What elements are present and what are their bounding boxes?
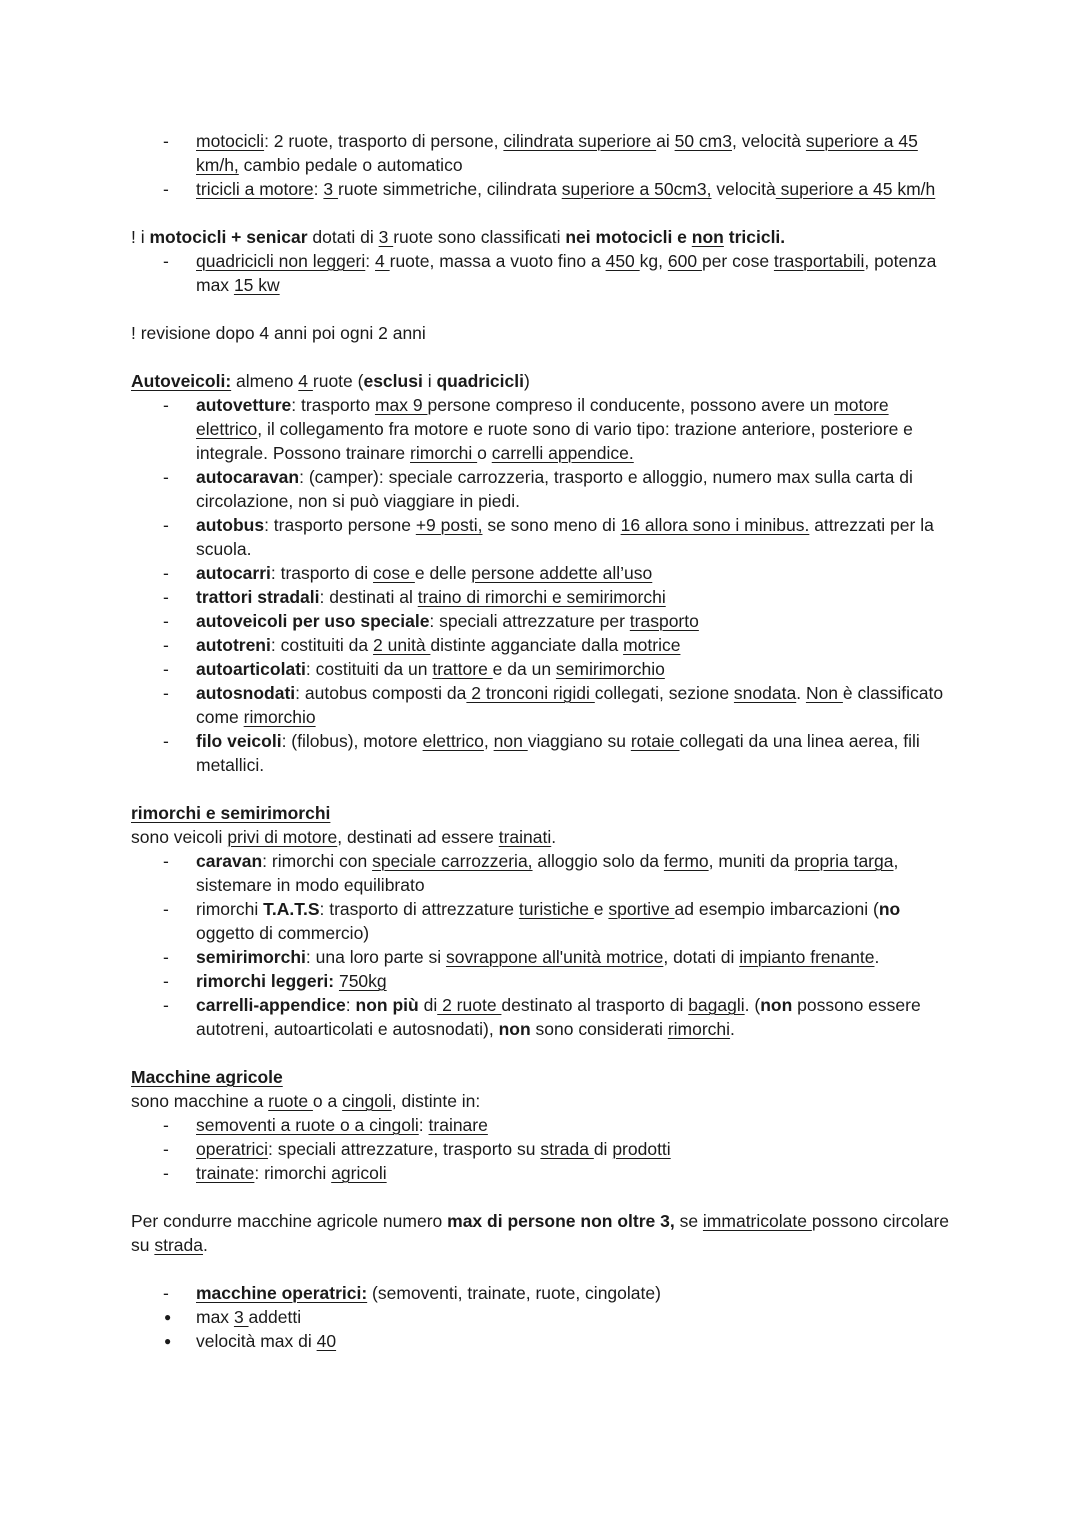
text: velocità [711,179,776,199]
text: e da un [492,659,556,679]
text: sono considerati [530,1019,668,1039]
text: o [477,443,492,463]
text: prodotti [612,1139,671,1159]
text: e delle [414,563,472,583]
text: : 2 ruote, trasporto di persone, [264,131,504,151]
text: fermo [663,851,709,871]
text: non [691,227,724,247]
text: elettrico [422,731,484,751]
text: semoventi a ruote o a cingoli [196,1115,419,1135]
text: distinte agganciate dalla [430,635,624,655]
text: . [551,827,557,847]
text: immatricolate [702,1211,812,1231]
text: : [345,995,356,1015]
text: impianto frenante [739,947,875,967]
text: turistiche [518,899,594,919]
text: : [418,1115,429,1135]
text: trainare [428,1115,488,1135]
list-item [131,1161,950,1185]
text: , destinati ad essere [337,827,499,847]
text: snodata [733,683,797,703]
text: ad esempio imbarcazioni ( [674,899,879,919]
text: persone addette all’uso [471,563,653,583]
text: rotaie [630,731,680,751]
text: : autobus composti da [295,683,467,703]
text: , [483,731,494,751]
text: propria targa [794,851,894,871]
text: rimorchio [243,707,316,727]
text: max 9 [374,395,428,415]
text: ruote simmetriche, cilindrata [338,179,562,199]
text: persone compreso il conducente, possono avere un [427,395,835,415]
text: +9 posti, [415,515,483,535]
text: motocicli + senicar [149,227,308,247]
text: ruote sono classificati [393,227,566,247]
text: motrice [623,635,681,655]
text: . [730,1019,735,1039]
list-item [131,729,950,777]
rimorchi-list [131,849,950,1041]
text: 3 [378,227,394,247]
list-item-quadricicli [131,249,950,297]
text: Non [805,683,843,703]
text: 2 tronconi rigidi [466,683,595,703]
text: cambio pedale o automatico [238,155,463,175]
spacer [131,777,950,801]
text: carrelli appendice. [491,443,634,463]
list-item-tricicli [131,177,950,201]
text: : costituiti da un [305,659,433,679]
spacer [131,1041,950,1065]
text: : trasporto di attrezzature [319,899,519,919]
text: rimorchi e semirimorchi [131,803,331,823]
text: macchine operatrici: [196,1283,368,1303]
text: 450 [605,251,640,271]
text: trasportabili [773,251,865,271]
term-motocicli: motocicli [196,131,265,151]
list-item [131,513,950,561]
vehicle-list-quadricycles [131,249,950,297]
text: carrelli-appendice [196,995,346,1015]
text: : speciali attrezzature per [429,611,630,631]
text: trainati [498,827,552,847]
list-item [131,585,950,609]
text: caravan [196,851,263,871]
text: , il collegamento fra motore e ruote sono di vario tipo: trazione anteriore, posteriore e integrale. Possono trainare [196,419,913,463]
note-senicar [131,225,950,249]
text: alloggio solo da [532,851,664,871]
text: possono essere autotreni, autoarticolati e autosnodati), [196,995,921,1039]
paragraph-condurre [131,1209,950,1257]
spacer [131,297,950,321]
text: superiore a 50cm3, [561,179,712,199]
text: collegati, sezione [594,683,734,703]
text: : (camper): speciale carrozzeria, trasporto e alloggio, numero max sulla carta di circolazione, non si può viaggiare in piedi. [196,467,913,511]
list-item [131,609,950,633]
text: strada [540,1139,594,1159]
text: autobus [196,515,265,535]
list-item [131,969,950,993]
text: ) [523,371,530,391]
operatrici-list [131,1281,950,1305]
text: : destinati al [319,587,418,607]
text: : [365,251,376,271]
text: 2 unità [373,635,431,655]
list-item [131,465,950,513]
autoveicoli-list [131,393,950,777]
spacer [131,1257,950,1281]
text: non [760,995,793,1015]
text: non [493,731,528,751]
text: (semoventi, trainate, ruote, cingolate) [367,1283,661,1303]
list-item [131,681,950,729]
text: semirimorchi [196,947,306,967]
text: sono veicoli [131,827,228,847]
text: dotati di [307,227,379,247]
list-item [131,1281,950,1305]
list-item [131,1137,950,1161]
bullet-item [131,1305,950,1329]
text: ai [656,131,675,151]
section-heading-macchine [131,1065,950,1089]
text: 3 [233,1307,249,1327]
text: : rimorchi [254,1163,332,1183]
text: oggetto di commercio) [196,923,370,943]
text: rimorchi [410,443,478,463]
text: , potenza max [196,251,937,295]
text: ! i [131,227,150,247]
text: agricoli [331,1163,387,1183]
text: autoarticolati [196,659,306,679]
section-autoveicoli [131,369,950,393]
text: quadricicli [436,371,524,391]
list-item [131,897,950,945]
text: 3 [323,179,339,199]
text: autovetture [196,395,292,415]
text: velocità max di [196,1331,317,1351]
macchine-list [131,1113,950,1185]
text: autocarri [196,563,271,583]
text: ruote, massa a vuoto fino a [389,251,606,271]
text: : una loro parte si [305,947,446,967]
text: . [203,1235,208,1255]
text: T.A.T.S [263,899,320,919]
text: , velocità [731,131,806,151]
list-item [131,633,950,657]
text: : rimorchi con [262,851,373,871]
text: collegati da una linea aerea, fili metallici. [196,731,920,775]
text: possono circolare su [131,1211,949,1255]
spacer [131,1185,950,1209]
note-revisione: ! revisione dopo 4 anni poi ogni 2 anni [131,323,426,343]
text: sono macchine a [131,1091,269,1111]
text: , sistemare in modo equilibrato [196,851,899,895]
text: 15 kw [233,275,280,295]
text: esclusi [363,371,423,391]
text: . [796,683,806,703]
text: semirimorchio [555,659,665,679]
text: no [878,899,901,919]
text: , muniti da [708,851,795,871]
text: trainate [196,1163,255,1183]
text: sportive [608,899,675,919]
text: attrezzati per la scuola. [196,515,934,559]
text: . [874,947,880,967]
text: trattore [432,659,493,679]
text: , distinte in: [391,1091,481,1111]
text: traino di rimorchi e semirimorchi [417,587,666,607]
rimorchi-intro [131,825,950,849]
text: ruote [268,1091,313,1111]
list-item [131,849,950,897]
text: 4 [375,251,390,271]
list-item [131,945,950,969]
text: tricicli. [723,227,786,247]
text: kg, [639,251,668,271]
text: : trasporto [291,395,375,415]
text: se [674,1211,703,1231]
text: filo veicoli [196,731,282,751]
text: 750kg [338,971,387,991]
text: se sono meno di [482,515,621,535]
text: cilindrata superiore [503,131,657,151]
text: destinato al trasporto di [501,995,689,1015]
text: autosnodati [196,683,296,703]
text: 50 cm3 [674,131,732,151]
text: rimorchi [667,1019,731,1039]
text: ruote ( [312,371,364,391]
text: Per condurre macchine agricole numero [131,1211,448,1231]
list-item [131,657,950,681]
spacer [131,201,950,225]
text: . ( [744,995,761,1015]
text: autocaravan [196,467,300,487]
list-item [131,393,950,465]
text: privi di motore [227,827,338,847]
text: addetti [248,1307,302,1327]
section-heading-rimorchi [131,801,950,825]
text: 4 [298,371,313,391]
text: autoveicoli per uso speciale [196,611,430,631]
text: di [593,1139,613,1159]
list-item [131,1113,950,1137]
text: : speciali attrezzature, trasporto su [267,1139,541,1159]
text: : [313,179,324,199]
text: motore elettrico [196,395,889,439]
text: rimorchi leggeri: [196,971,335,991]
text: cose [373,563,415,583]
text: almeno [231,371,299,391]
text: è classificato come [196,683,944,727]
list-item-motocicli [131,129,950,177]
text: viaggiano su [527,731,631,751]
list-item [131,561,950,585]
text: 600 [667,251,702,271]
text: speciale carrozzeria, [372,851,533,871]
text: superiore a 45 km/h [775,179,936,199]
text: rimorchi [196,899,264,919]
text: 40 [316,1331,337,1351]
text: quadricicli non leggeri [196,251,366,271]
text: per cose [701,251,774,271]
text: 2 ruote [437,995,502,1015]
text: Macchine agricole [131,1067,283,1087]
text: o a [312,1091,343,1111]
text: nei motocicli e [565,227,692,247]
text: autotreni [196,635,271,655]
operatrici-bullets [131,1305,950,1353]
term-tricicli: tricicli a motore [196,179,314,199]
section-heading: Autoveicoli: [131,371,232,391]
text: strada [154,1235,203,1255]
macchine-intro [131,1089,950,1113]
text: superiore a 45 km/h, [196,131,918,175]
text: : trasporto di [270,563,374,583]
text: : (filobus), motore [281,731,423,751]
list-item [131,993,950,1041]
text: non [498,1019,531,1039]
text: bagagli [688,995,745,1015]
text: non più [355,995,419,1015]
text: trasporto [629,611,699,631]
text: operatrici [196,1139,268,1159]
bullet-item [131,1329,950,1353]
vehicle-list-motorcycles [131,129,950,201]
text: e [593,899,609,919]
text: sovrappone all'unità motrice [445,947,664,967]
text: max di persone non oltre 3, [447,1211,675,1231]
spacer [131,345,950,369]
text: di [418,995,438,1015]
text: max [196,1307,234,1327]
text: : trasporto persone [264,515,416,535]
text: trattori stradali [196,587,320,607]
text: cingoli [342,1091,392,1111]
text: : costituiti da [270,635,374,655]
text: 16 allora sono i minibus. [620,515,810,535]
text: i [422,371,437,391]
text: , dotati di [663,947,740,967]
